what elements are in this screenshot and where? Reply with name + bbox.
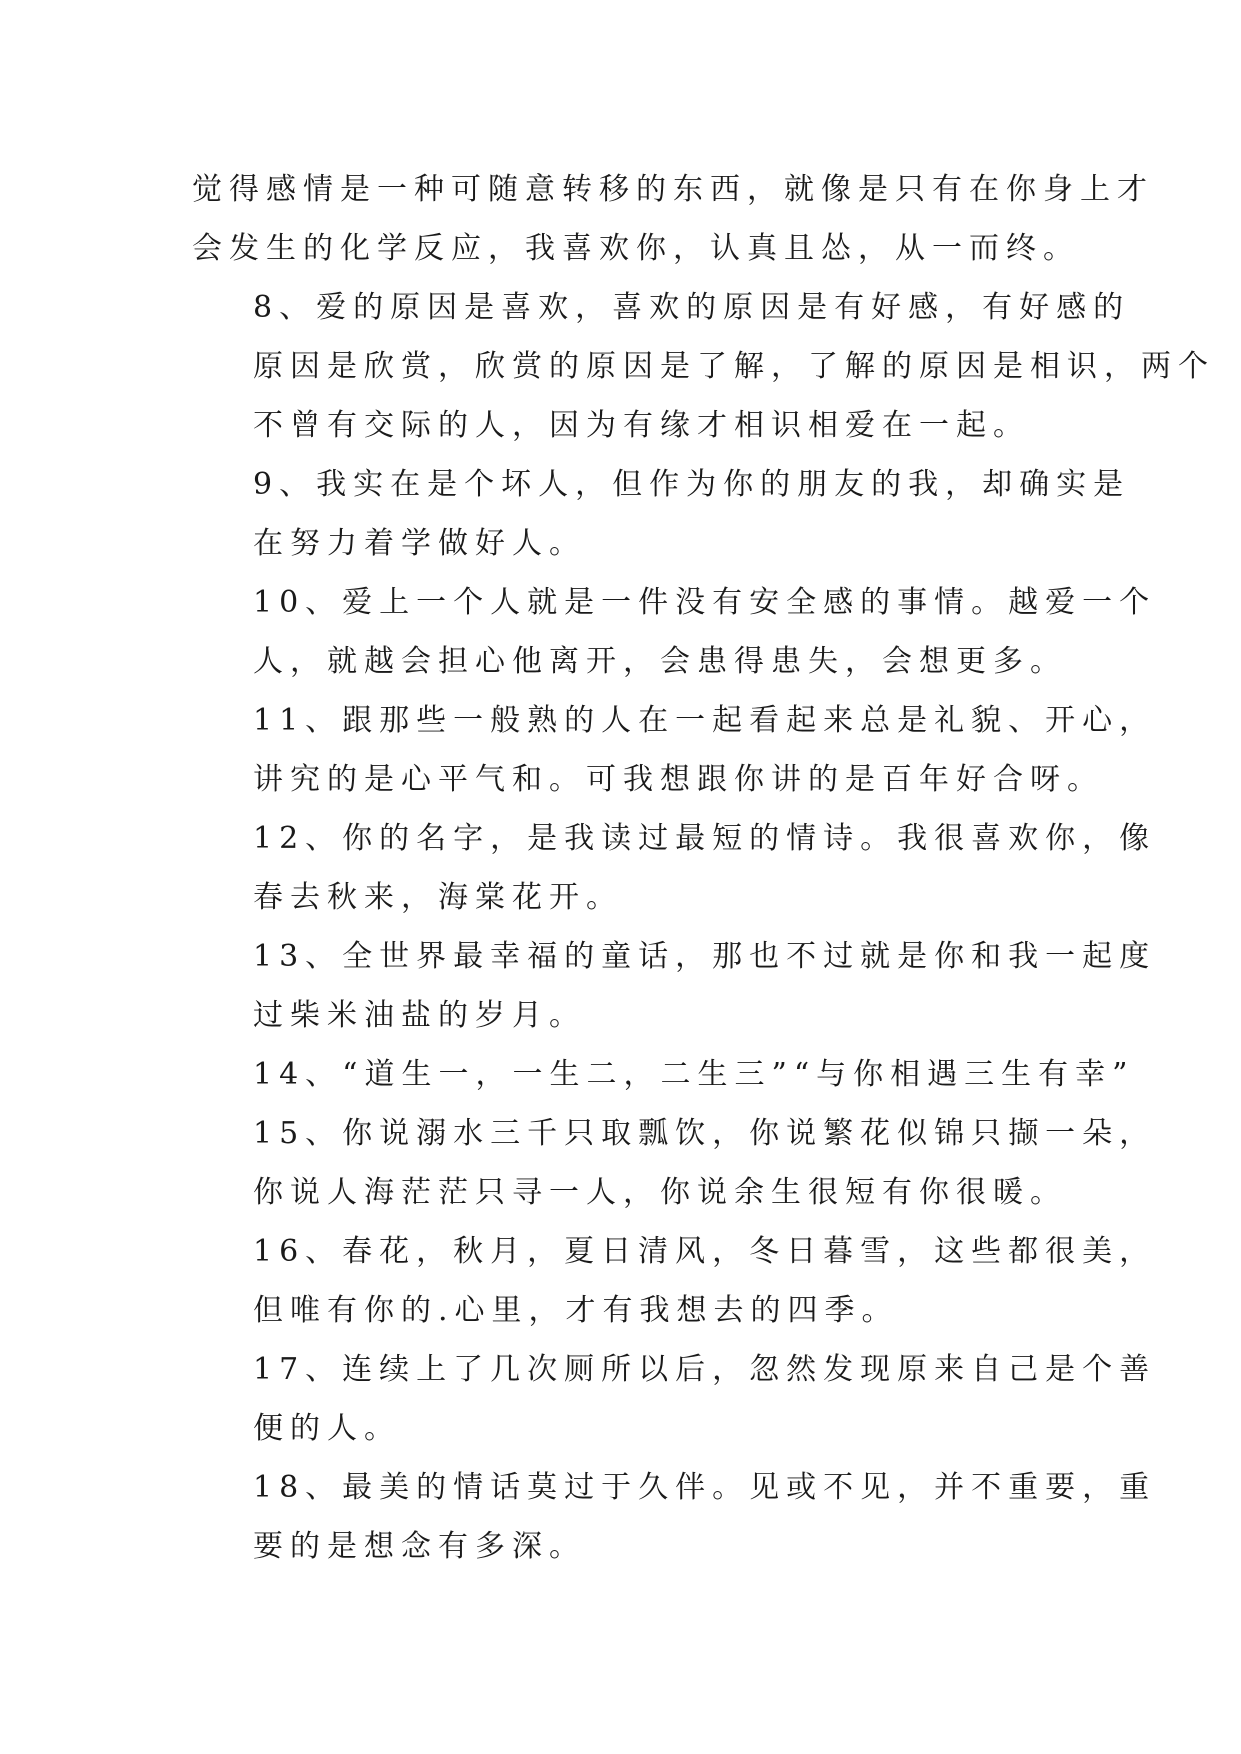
- paragraph: [192, 278, 1215, 455]
- text-line: 12、你的名字，是我读过最短的情诗。我很喜欢你，像: [253, 821, 1157, 856]
- text-line: 16、春花，秋月，夏日清风，冬日暮雪，这些都很美，: [253, 1234, 1157, 1269]
- paragraph: [192, 160, 1154, 278]
- text-line: 你说人海茫茫只寻一人，你说余生很短有你很暖。: [253, 1175, 1067, 1210]
- text-line: 原因是欣赏，欣赏的原因是了解，了解的原因是相识，两个: [253, 349, 1215, 384]
- text-line: 10、爱上一个人就是一件没有安全感的事情。越爱一个: [253, 585, 1157, 620]
- text-line: 11、跟那些一般熟的人在一起看起来总是礼貌、开心，: [253, 703, 1157, 738]
- text-line: 但唯有你的.心里，才有我想去的四季。: [253, 1293, 899, 1328]
- text-line: 9、我实在是个坏人，但作为你的朋友的我，却确实是: [253, 467, 1131, 502]
- text-line: 不曾有交际的人，因为有缘才相识相爱在一起。: [253, 408, 1030, 443]
- paragraph: [192, 1340, 1157, 1458]
- text-line: 便的人。: [253, 1411, 401, 1446]
- text-line: 14、“道生一，一生二，二生三”“与你相遇三生有幸”: [253, 1057, 1135, 1092]
- text-line: 8、爱的原因是喜欢，喜欢的原因是有好感，有好感的: [253, 290, 1131, 325]
- paragraph: [192, 455, 1131, 573]
- text-line: 讲究的是心平气和。可我想跟你讲的是百年好合呀。: [253, 762, 1104, 797]
- text-line: 要的是想念有多深。: [253, 1529, 586, 1564]
- text-line: 15、你说溺水三千只取瓢饮，你说繁花似锦只撷一朵，: [253, 1116, 1157, 1151]
- paragraph: [192, 1104, 1157, 1222]
- paragraph: [192, 1458, 1157, 1576]
- text-line: 人，就越会担心他离开，会患得患失，会想更多。: [253, 644, 1067, 679]
- text-line: 17、连续上了几次厕所以后，忽然发现原来自己是个善: [253, 1352, 1157, 1387]
- paragraph: [192, 573, 1157, 691]
- text-line: 觉得感情是一种可随意转移的东西，就像是只有在你身上才: [192, 172, 1154, 207]
- text-line: 13、全世界最幸福的童话，那也不过就是你和我一起度: [253, 939, 1157, 974]
- paragraph: [192, 1222, 1157, 1340]
- paragraph: [192, 1045, 1135, 1104]
- text-line: 会发生的化学反应，我喜欢你，认真且怂，从一而终。: [192, 231, 1080, 266]
- paragraph: [192, 927, 1157, 1045]
- paragraph: [192, 691, 1157, 809]
- text-line: 18、最美的情话莫过于久伴。见或不见，并不重要，重: [253, 1470, 1157, 1505]
- text-line: 在努力着学做好人。: [253, 526, 586, 561]
- paragraph: [192, 809, 1157, 927]
- text-line: 过柴米油盐的岁月。: [253, 998, 586, 1033]
- text-line: 春去秋来，海棠花开。: [253, 880, 623, 915]
- document-body: [192, 160, 1215, 1576]
